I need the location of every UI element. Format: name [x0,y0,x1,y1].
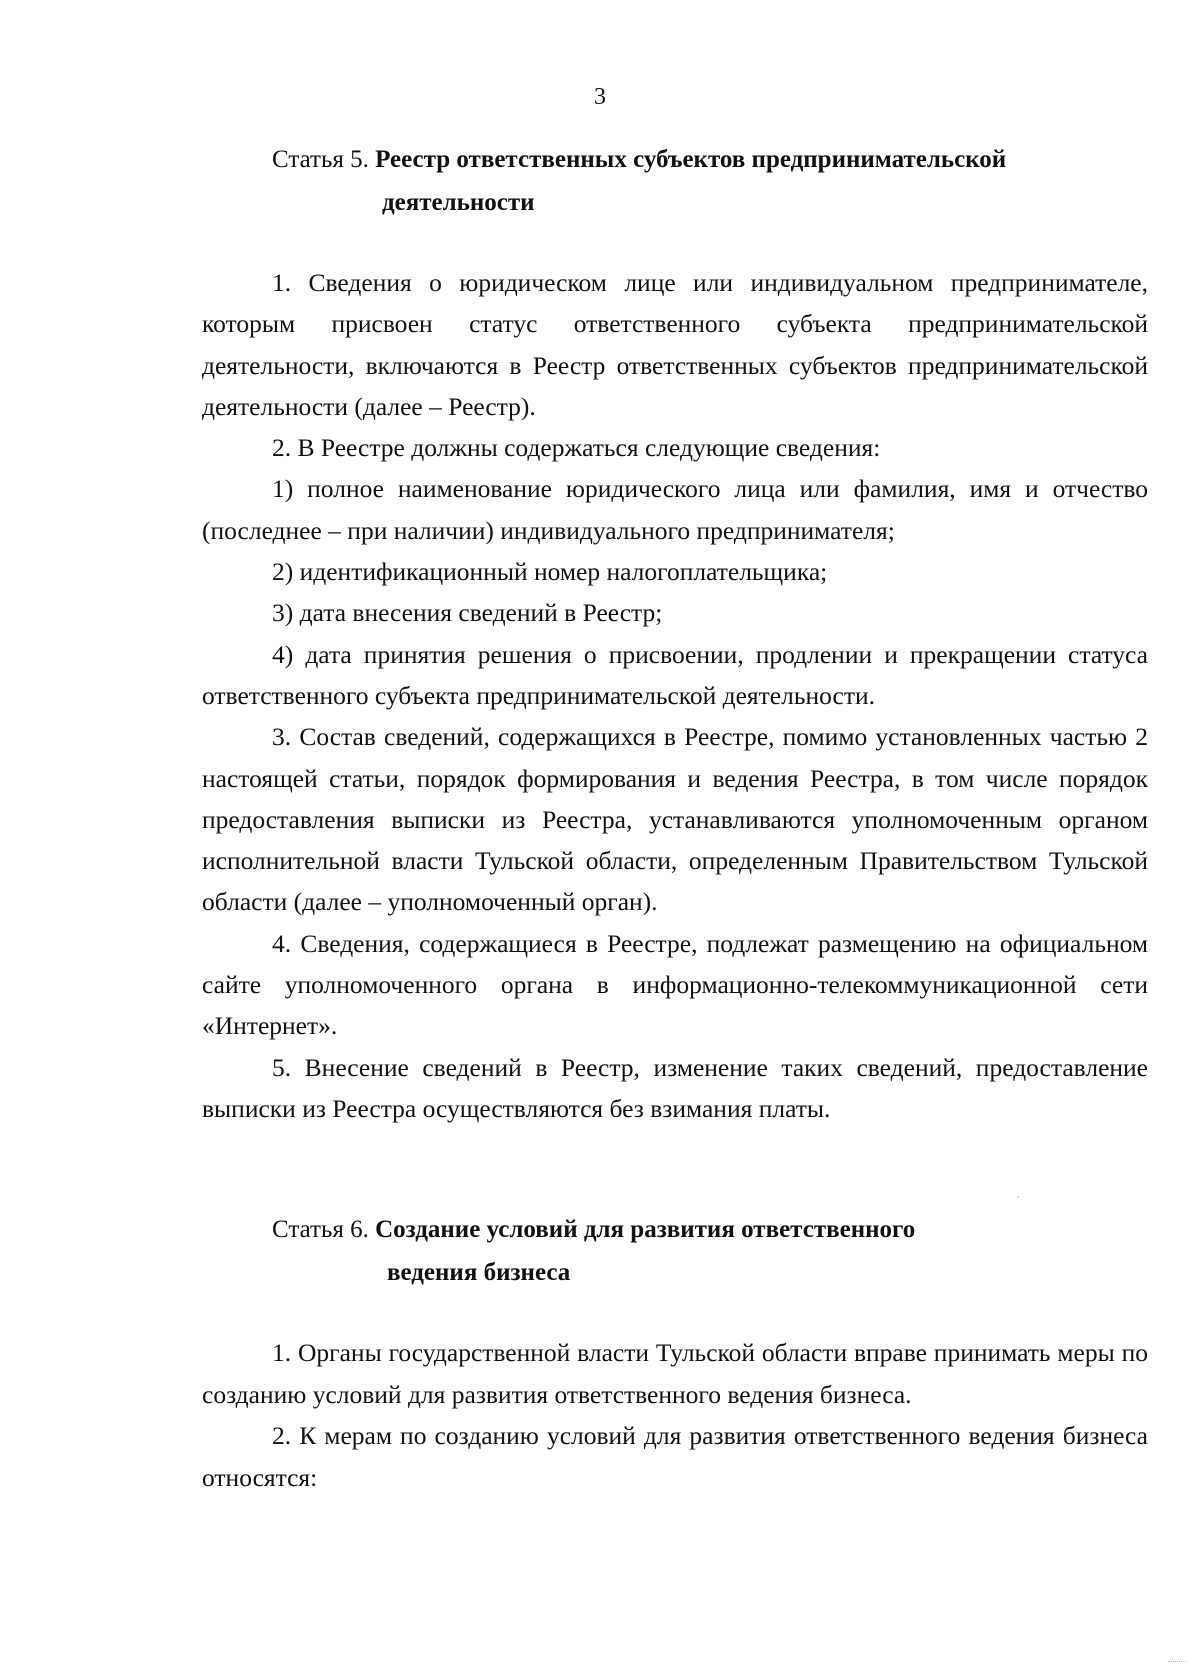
scan-edge-mark [1168,1661,1186,1668]
article-5-paragraph: 1. Сведения о юридическом лице или индивидуальном предпринимателе, которым присвоен статус ответственного субъекта предпринимательской деятельности, включаются в Реестр ответственных субъектов предпринимательской деятельности (далее – Реестр). [202,268,1148,421]
article-5-lead: Статья 5. [272,146,376,173]
article-5-paragraph: 4) дата принятия решения о присвоении, продлении и прекращении статуса ответственного субъекта предпринимательской деятельности. [202,639,1148,710]
article-5-paragraph: 3. Состав сведений, содержащихся в Реестре, помимо установленных частью 2 настоящей статьи, порядок формирования и ведения Реестра, в том числе порядок предоставления выписки из Реестра, устанавливаются уполномоченным органом исполнительной власти Тульской области, определенным Правительством Тульской области (далее – уполномоченный орган). [202,722,1148,917]
article-5-title-cont: деятельности [382,189,535,216]
article-5-paragraph: 5. Внесение сведений в Реестр, изменение таких сведений, предоставление выписки из Реестра осуществляются без взимания платы. [202,1052,1148,1123]
article-5-paragraph: 3) дата внесения сведений в Реестр; [272,598,663,628]
article-6-paragraph: 1. Органы государственной власти Тульской области вправе принимать меры по созданию условий для развития ответственного ведения бизнеса. [202,1338,1148,1409]
article-5-body [202,262,1148,1129]
page-number: 3 [594,84,606,110]
article-5-paragraph: 1) полное наименование юридического лица или фамилия, имя и отчество (последнее – при наличии) индивидуального предпринимателя; [202,474,1148,545]
article-5-paragraph: 4. Сведения, содержащиеся в Реестре, подлежат размещению на официальном сайте уполномоченного органа в информационно-телекоммуникационной сети «Интернет». [202,928,1148,1041]
article-5-paragraph: 2. В Реестре должны содержаться следующие сведения: [272,433,881,463]
scan-speck [1017,1196,1019,1198]
article-6-title-cont: ведения бизнеса [387,1259,571,1286]
article-5-heading [272,138,1112,224]
article-6-heading [272,1208,1112,1294]
article-6-title: Создание условий для развития ответственного [375,1216,916,1243]
article-6-body [202,1332,1148,1498]
article-5-paragraph: 2) идентификационный номер налогоплательщика; [272,557,828,587]
article-6-paragraph: 2. К мерам по созданию условий для развития ответственного ведения бизнеса относятся: [202,1421,1148,1492]
article-5-title: Реестр ответственных субъектов предпринимательской [375,146,1007,173]
article-6-lead: Статья 6. [272,1216,376,1243]
